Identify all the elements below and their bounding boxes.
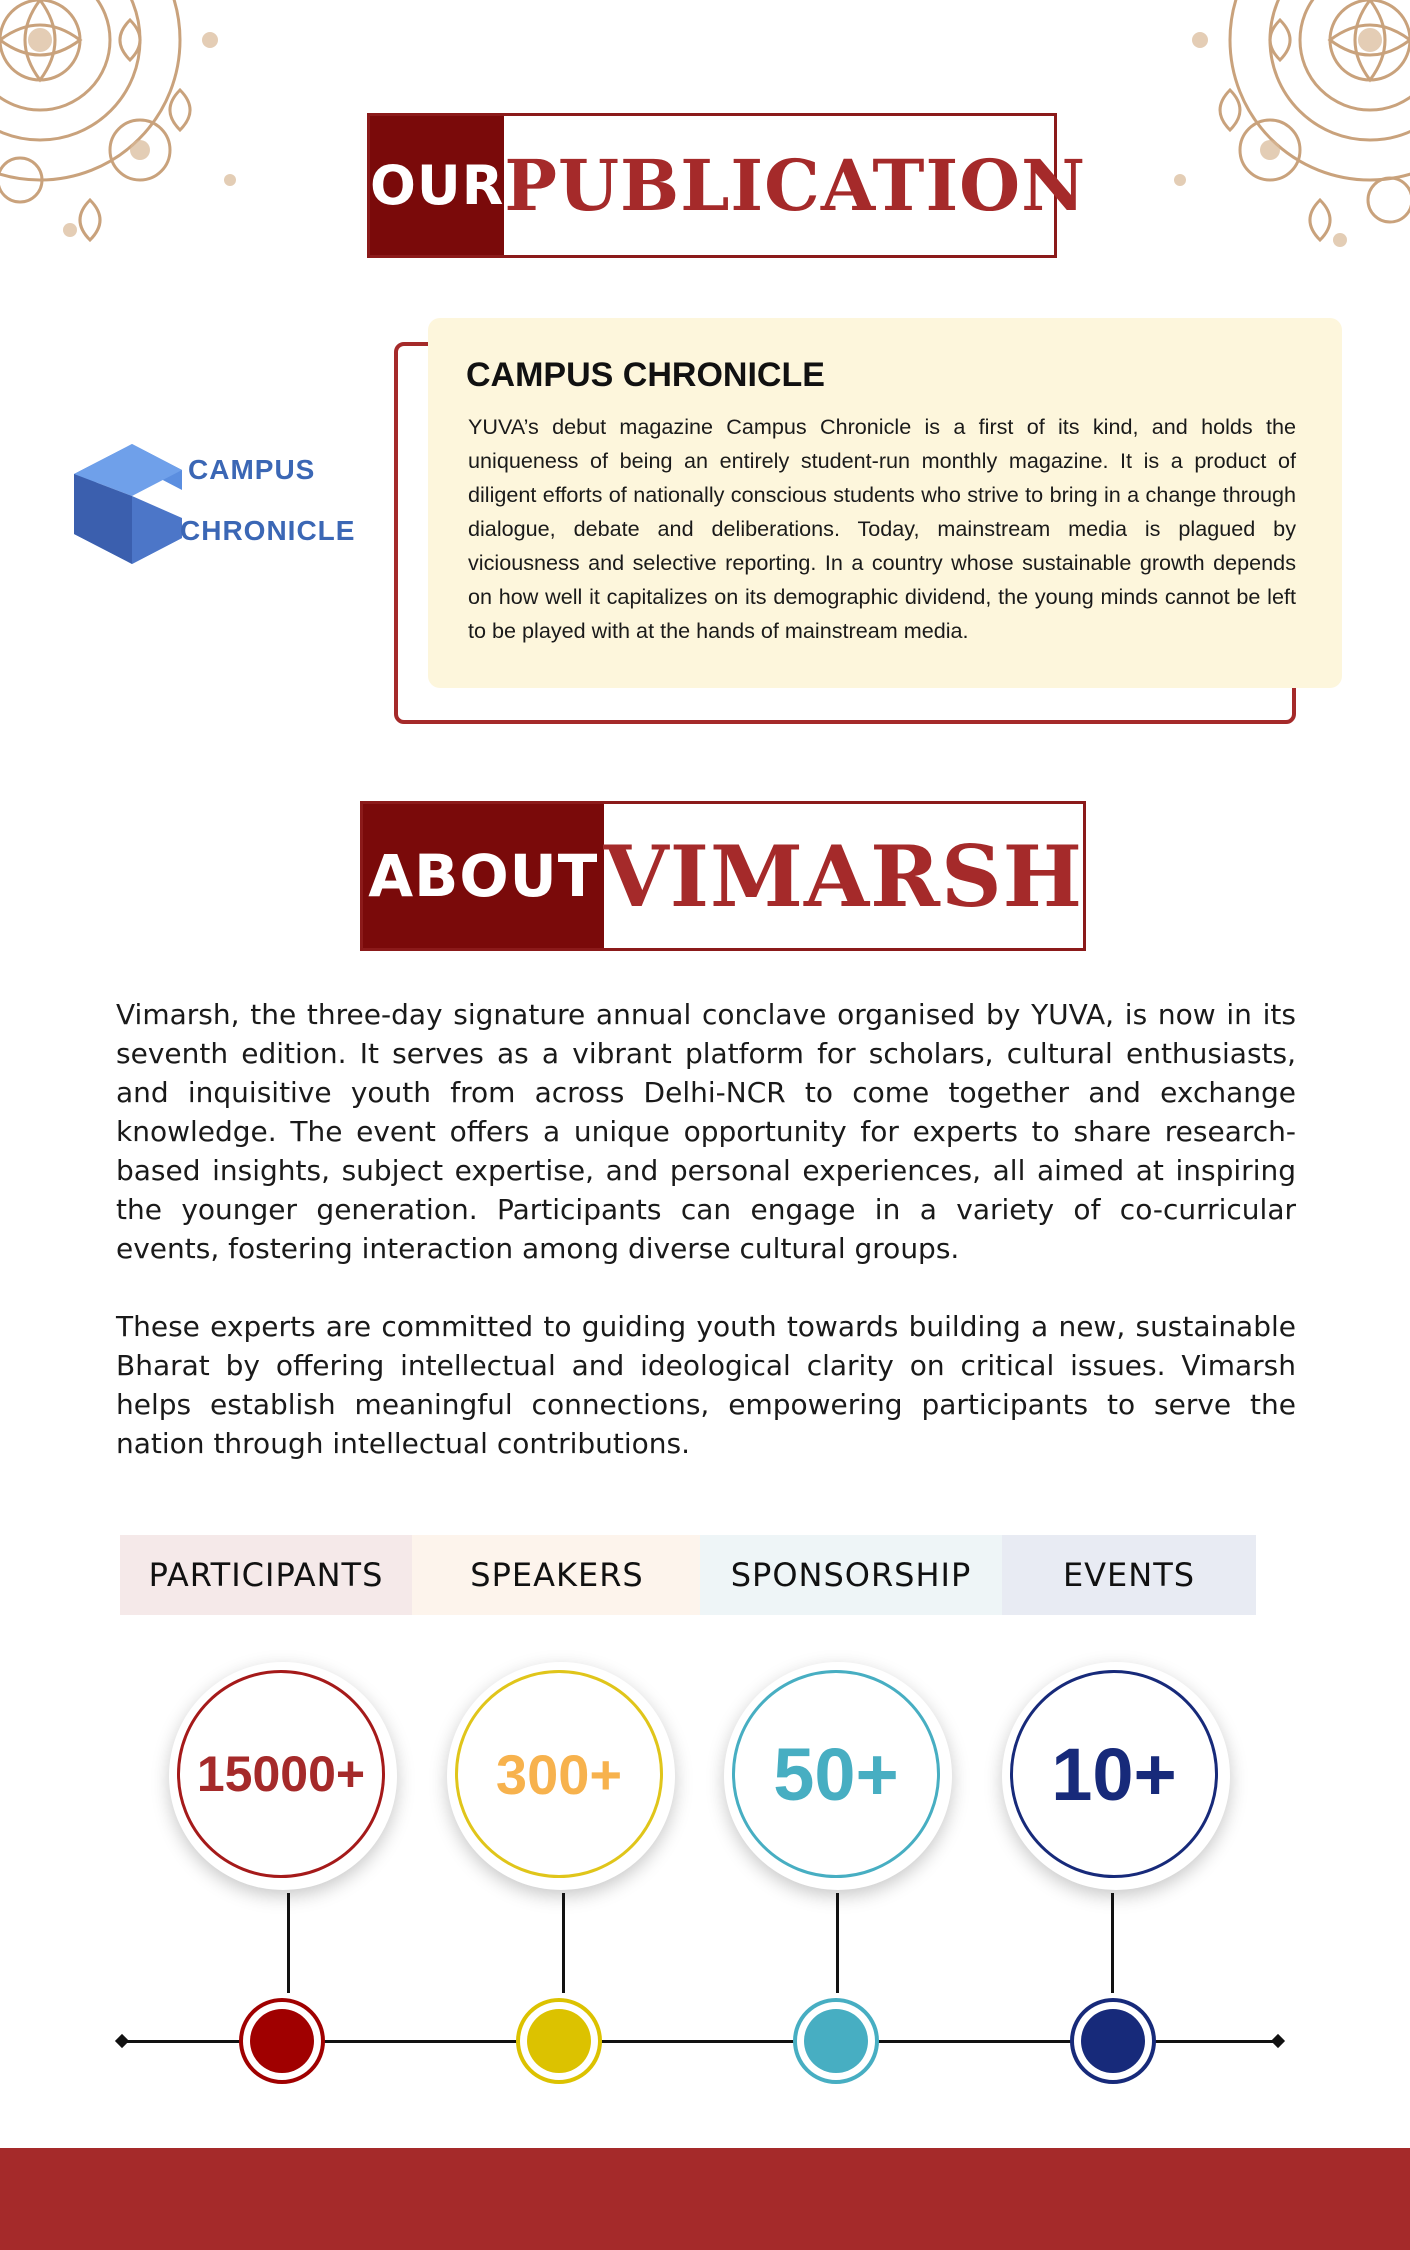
stat-circle-speakers (447, 1662, 675, 1890)
connector-line (287, 1893, 290, 1993)
stat-tab-participants (120, 1535, 412, 1615)
logo-word-campus: CAMPUS (188, 454, 316, 485)
connector-line (836, 1893, 839, 1993)
publication-banner-title: PUBLICATION (504, 144, 1087, 227)
timeline-end-left (115, 2034, 129, 2048)
stat-tab-sponsorship (700, 1535, 1002, 1615)
mandala-ornament-left (0, 0, 270, 270)
publication-banner (367, 113, 1087, 258)
stat-label: PARTICIPANTS (148, 1556, 384, 1594)
stat-label: EVENTS (1062, 1556, 1196, 1594)
timeline-dot-events (1070, 1998, 1156, 2084)
about-paragraph-1: Vimarsh, the three-day signature annual conclave organised by YUVA, is now in its seventh edition. It serves as a vibrant platform for scholars, cultural enthusiasts, and inquisitive youth from across Delhi-NCR to come together and exchange knowledge. The event offers a unique opportunity for experts to share research-based insights, subject expertise, and personal experiences, all aimed at inspiring the younger generation. Participants can engage in a variety of co-curricular events, fostering interaction among diverse cultural groups. (116, 998, 1296, 1265)
timeline-dot-speakers (516, 1998, 602, 2084)
connector-line (1111, 1893, 1114, 1993)
logo-word-chronicle: CHRONICLE (180, 515, 356, 546)
stat-value: 300+ (455, 1670, 663, 1878)
footer-bar (0, 2148, 1410, 2250)
stat-circle-events (1002, 1662, 1230, 1890)
publication-banner-dark: OUR (370, 116, 504, 255)
stat-tab-speakers (412, 1535, 702, 1615)
about-paragraph-2: These experts are committed to guiding youth towards building a new, sustainable Bharat by offering intellectual and ideological clarity on critical issues. Vimarsh helps establish meaningful connections, empowering participants to serve the nation through intellectual contributions. (116, 1310, 1296, 1460)
stat-value: 50+ (732, 1670, 940, 1878)
stat-label: SPEAKERS (470, 1556, 644, 1594)
about-banner-title: VIMARSH (603, 826, 1083, 926)
mandala-ornament-right (1140, 0, 1410, 270)
timeline-end-right (1271, 2034, 1285, 2048)
stat-value: 15000+ (177, 1670, 385, 1878)
stat-label: SPONSORSHIP (730, 1556, 972, 1594)
about-banner (360, 801, 1086, 951)
about-banner-dark: ABOUT (363, 804, 604, 948)
timeline-dot-participants (239, 1998, 325, 2084)
chronicle-card-title: CAMPUS CHRONICLE (466, 356, 825, 394)
connector-line (562, 1893, 565, 1993)
chronicle-card-text: YUVA’s debut magazine Campus Chronicle is a first of its kind, and holds the uniqueness of being an entirely student-run monthly magazine. It is a product of diligent efforts of nationally conscious students who strive to bring in a change through dialogue, debate and deliberations. Today, mainstream media is plagued by viciousness and selective reporting. In a country whose sustainable growth depends on how well it capitalizes on its demographic dividend, the young minds cannot be left to be played with at the hands of mainstream media. (468, 414, 1296, 643)
stat-circle-sponsorship (724, 1662, 952, 1890)
stat-tab-events (1002, 1535, 1256, 1615)
stat-circle-participants (169, 1662, 397, 1890)
timeline-dot-sponsorship (793, 1998, 879, 2084)
stat-value: 10+ (1010, 1670, 1218, 1878)
